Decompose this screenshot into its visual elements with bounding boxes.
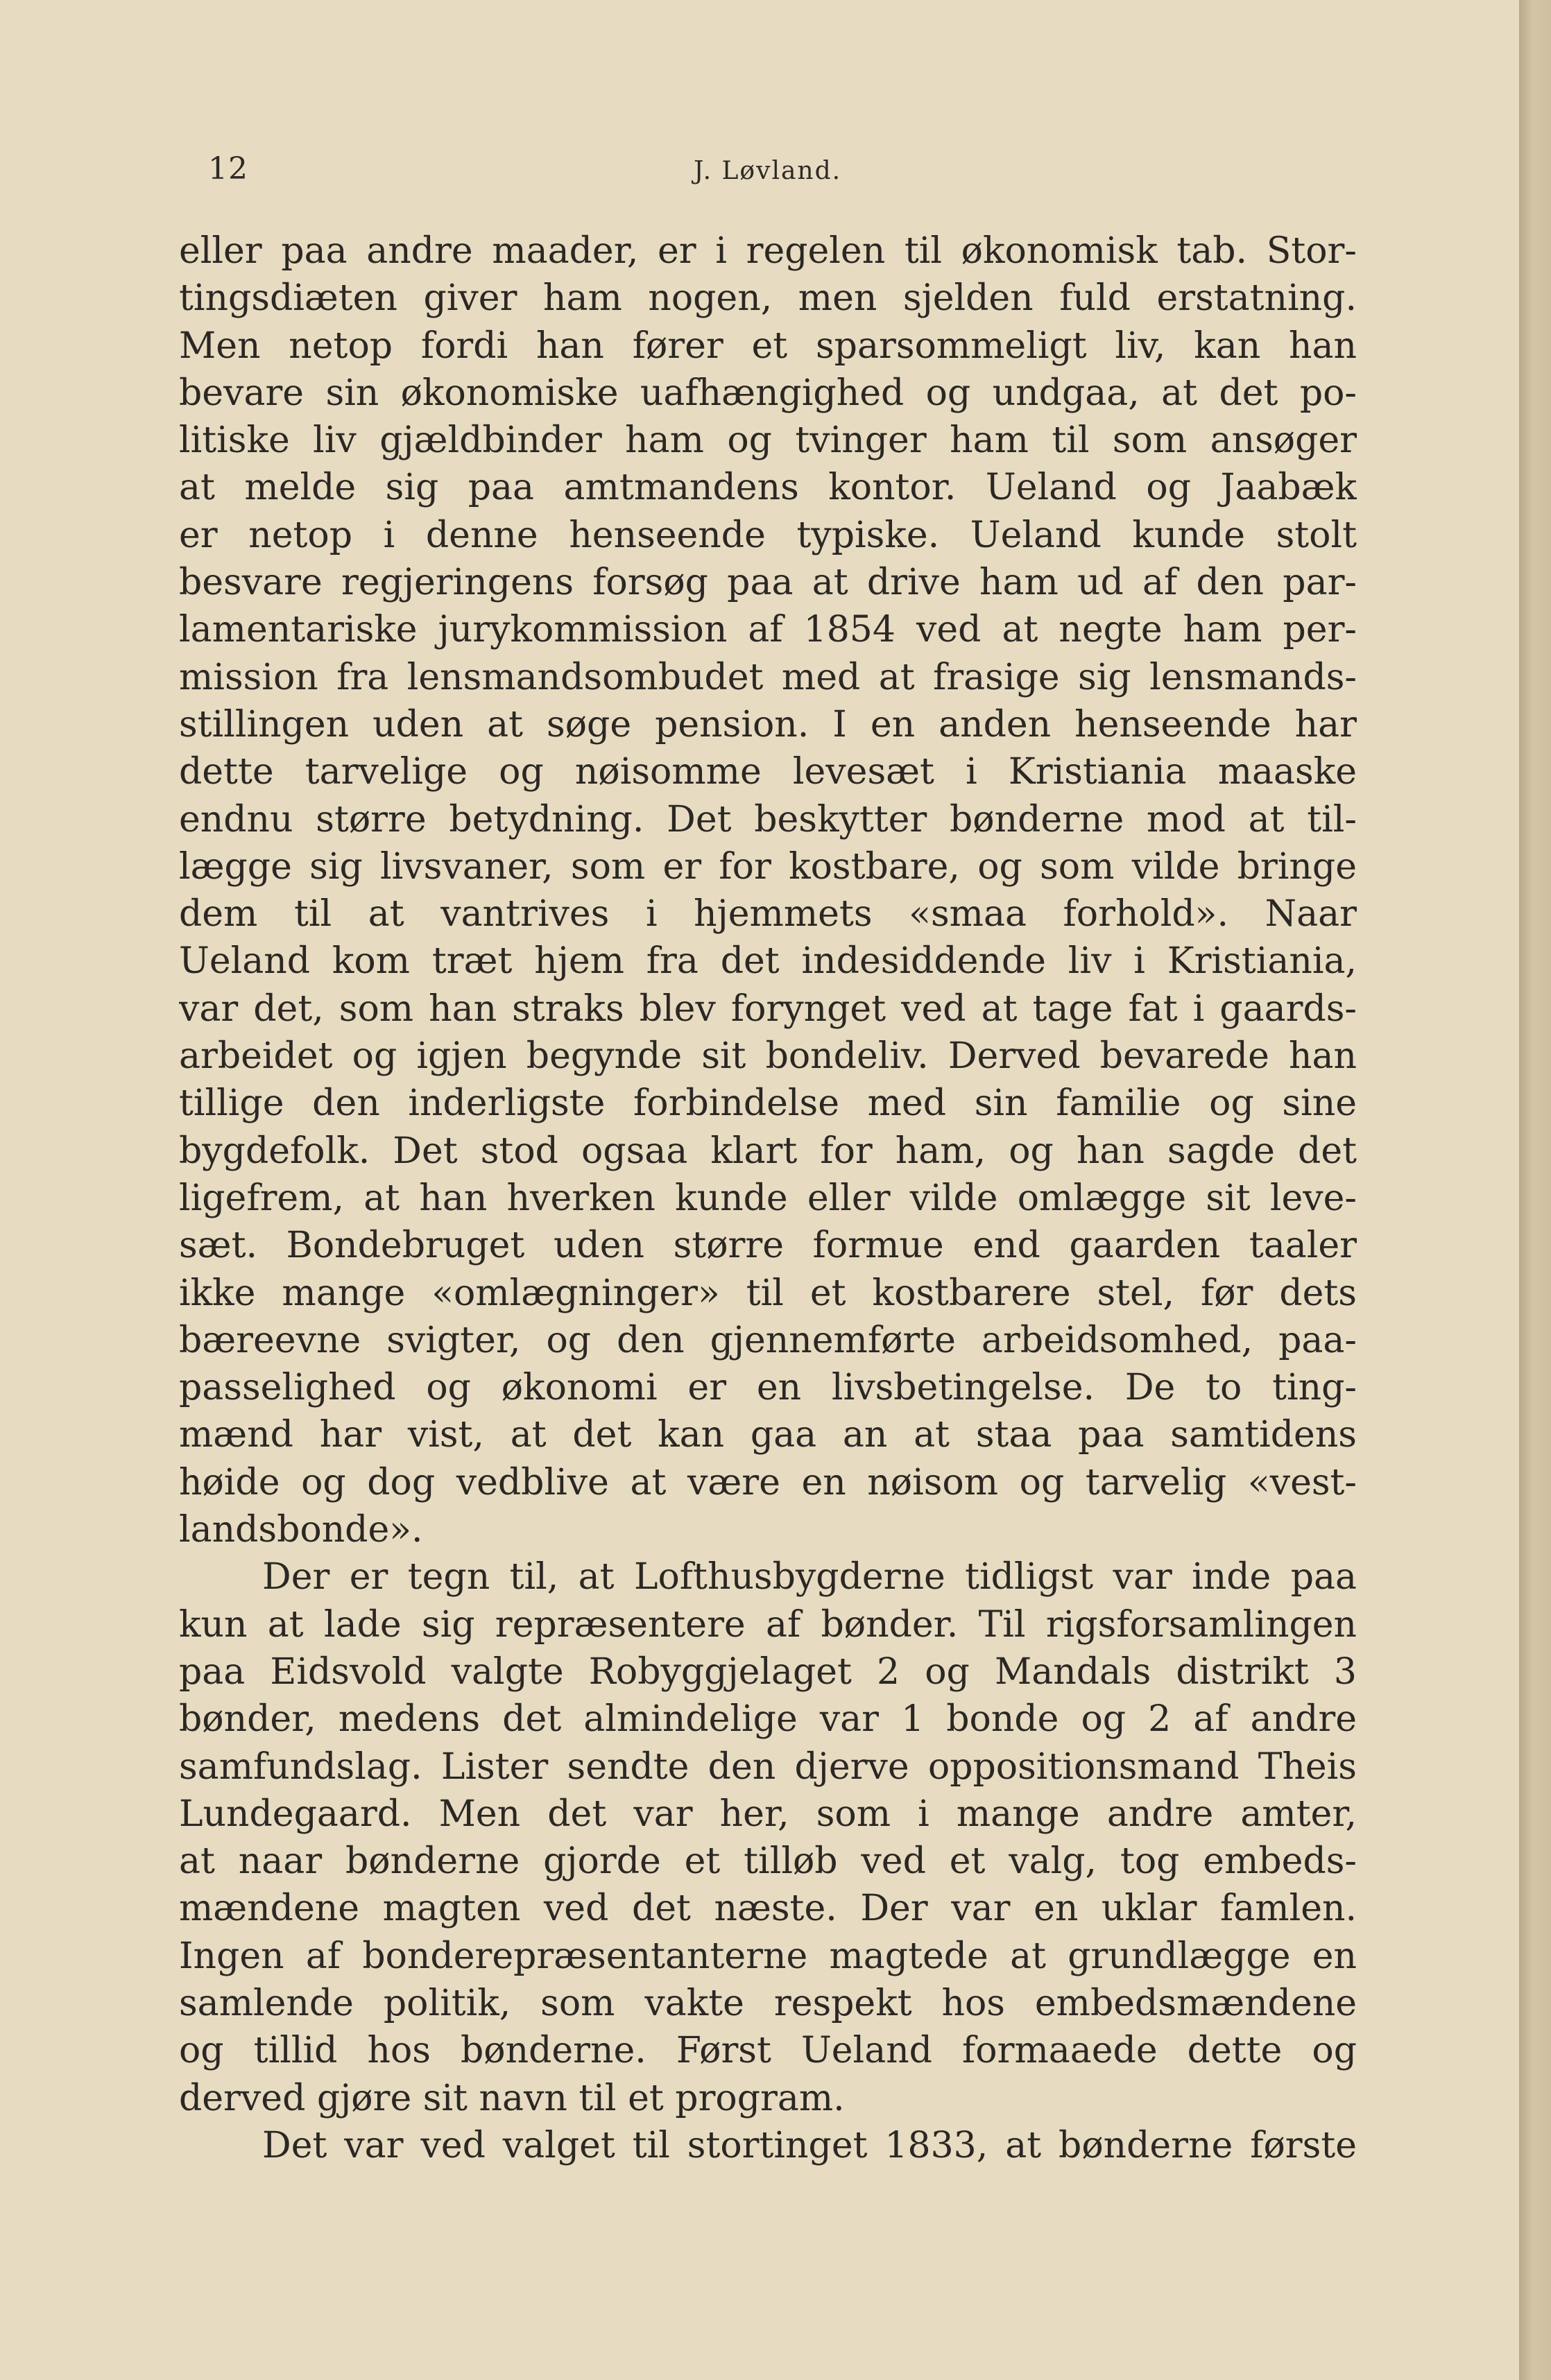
text-line: bæreevne svigter, og den gjennemførte arbeidsomhed, paa- xyxy=(179,1319,1357,1361)
text-line: besvare regjeringens forsøg paa at drive ham ud af den par- xyxy=(179,562,1357,604)
text-line: mændene magten ved det næste. Der var en uklar famlen. xyxy=(179,1888,1357,1930)
text-line: tingsdiæten giver ham nogen, men sjelden fuld erstatning. xyxy=(179,277,1357,320)
text-line: ikke mange «omlægninger» til et kostbarere stel, før dets xyxy=(179,1272,1357,1314)
text-line: Ingen af bonderepræsentanterne magtede at grundlægge en xyxy=(179,1935,1357,1977)
text-line: samlende politik, som vakte respekt hos embedsmændene xyxy=(179,1982,1357,2024)
page-edge-shadow xyxy=(1519,0,1551,2380)
text-line: bygdefolk. Det stod ogsaa klart for ham, og han sagde det xyxy=(179,1130,1357,1172)
running-head xyxy=(208,151,1332,193)
text-line: Men netop fordi han fører et sparsommeligt liv, kan han xyxy=(179,325,1357,367)
body-text xyxy=(179,227,1357,2169)
text-line: endnu større betydning. Det beskytter bønderne mod at til- xyxy=(179,798,1357,840)
text-line: passelighed og økonomi er en livsbetingelse. De to ting- xyxy=(179,1367,1357,1409)
text-line: lægge sig livsvaner, som er for kostbare, og som vilde bringe xyxy=(179,845,1357,888)
text-line: mænd har vist, at det kan gaa an at staa paa samtidens xyxy=(179,1414,1357,1456)
text-line: bønder, medens det almindelige var 1 bonde og 2 af andre xyxy=(179,1698,1357,1741)
text-line: Der er tegn til, at Lofthusbygderne tidligst var inde paa xyxy=(262,1556,1357,1598)
text-line: mission fra lensmandsombudet med at frasige sig lensmands- xyxy=(179,656,1357,698)
text-line: stillingen uden at søge pension. I en anden henseende har xyxy=(179,703,1357,745)
text-line: at melde sig paa amtmandens kontor. Ueland og Jaabæk xyxy=(179,467,1357,509)
text-line: kun at lade sig repræsentere af bønder. Til rigsforsamlingen xyxy=(179,1603,1357,1646)
page-number: 12 xyxy=(208,151,248,187)
text-line: sæt. Bondebruget uden større formue end gaarden taaler xyxy=(179,1225,1357,1267)
text-line: var det, som han straks blev forynget ved at tage fat i gaards- xyxy=(179,988,1357,1030)
text-line: og tillid hos bønderne. Først Ueland formaaede dette og xyxy=(179,2030,1357,2072)
text-line: dem til at vantrives i hjemmets «smaa forhold». Naar xyxy=(179,893,1357,935)
text-line: ligefrem, at han hverken kunde eller vilde omlægge sit leve- xyxy=(179,1177,1357,1219)
text-line: er netop i denne henseende typiske. Ueland kunde stolt xyxy=(179,514,1357,556)
text-line: eller paa andre maader, er i regelen til økonomisk tab. Stor- xyxy=(179,230,1357,272)
text-line: Det var ved valget til stortinget 1833, at bønderne første xyxy=(262,2124,1357,2166)
text-line: høide og dog vedblive at være en nøisom og tarvelig «vest- xyxy=(179,1461,1357,1503)
text-line: lamentariske jurykommission af 1854 ved at negte ham per- xyxy=(179,609,1357,651)
text-line: derved gjøre sit navn til et program. xyxy=(179,2077,845,2119)
text-line: Ueland kom træt hjem fra det indesiddende liv i Kristiania, xyxy=(179,940,1357,983)
text-line: paa Eidsvold valgte Robyggjelaget 2 og Mandals distrikt 3 xyxy=(179,1650,1357,1693)
running-title: J. Løvland. xyxy=(694,157,842,185)
text-line: landsbonde». xyxy=(179,1509,423,1551)
text-line: at naar bønderne gjorde et tilløb ved et valg, tog embeds- xyxy=(179,1840,1357,1883)
text-line: samfundslag. Lister sendte den djerve oppositionsmand Theis xyxy=(179,1745,1357,1788)
text-line: bevare sin økonomiske uafhængighed og undgaa, at det po- xyxy=(179,372,1357,414)
text-line: tillige den inderligste forbindelse med sin familie og sine xyxy=(179,1083,1357,1125)
text-line: dette tarvelige og nøisomme levesæt i Kristiania maaske xyxy=(179,751,1357,793)
text-line: Lundegaard. Men det var her, som i mange andre amter, xyxy=(179,1793,1357,1835)
text-line: litiske liv gjældbinder ham og tvinger ham til som ansøger xyxy=(179,420,1357,462)
text-line: arbeidet og igjen begynde sit bondeliv. Derved bevarede han xyxy=(179,1035,1357,1078)
